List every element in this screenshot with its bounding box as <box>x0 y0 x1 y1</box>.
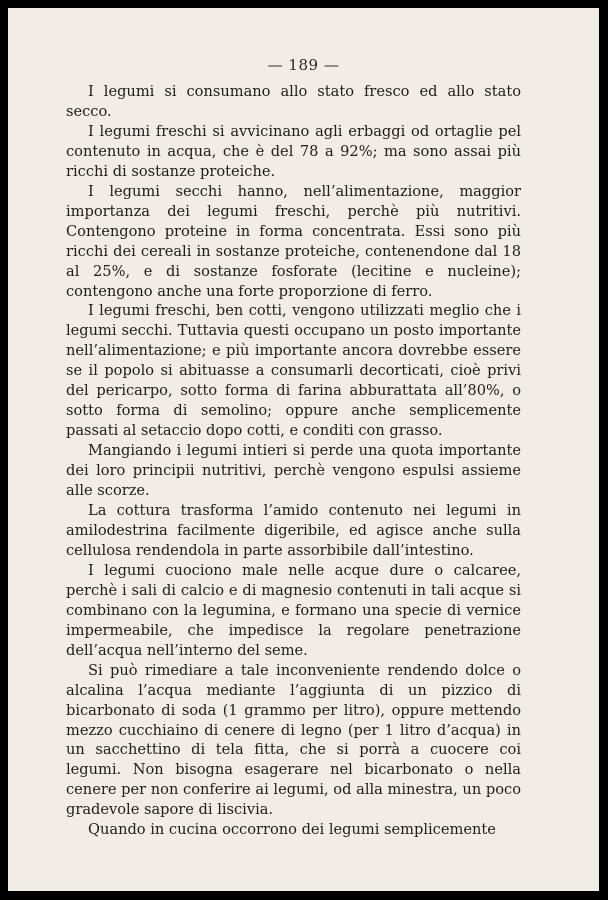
paragraph-5: Mangiando i legumi intieri si perde una quota importante dei loro principii nutritivi, perchè vengono espulsi assieme alle scorze. <box>66 442 521 500</box>
book-page <box>8 8 599 891</box>
paragraph-7: I legumi cuociono male nelle acque dure o calcaree, perchè i sali di calcio e di magnesio contenuti in tali acque si combinano con la legumina, e formano una specie di vernice impermeabile, che impedisce la regolare penetrazione dell’acqua nell’interno del seme. <box>66 561 521 659</box>
page-number: — 189 — <box>267 56 340 74</box>
body-text <box>66 82 521 840</box>
paragraph-6: La cottura trasforma l’amido contenuto nei legumi in amilodestrina facilmente digeribile, ed agisce anche sulla cellulosa rendendola in parte assorbibile dall’intestino. <box>66 502 521 559</box>
paragraph-4: I legumi freschi, ben cotti, vengono utilizzati meglio che i legumi secchi. Tuttavia questi occupano un posto importante nell’alimentazione; e più importante ancora dovrebbe essere se il popolo si abituasse a consumarli decorticati, cioè privi del pericarpo, sotto forma di farina abburattata all’80%, o sotto forma di semolino; oppure anche semplicemente passati al setaccio dopo cotti, e conditi con grasso. <box>66 302 521 440</box>
paragraph-9: Quando in cucina occorrono dei legumi semplicemente <box>88 821 496 839</box>
paragraph-3: I legumi secchi hanno, nell’alimentazione, maggior importanza dei legumi freschi, perchè più nutritivi. Contengono proteine in forma concentrata. Essi sono più ricchi dei cereali in sostanze proteiche, contenendone dal 18 al 25%, e di sostanze fosforate (lecitine e nucleine); contengono anche una forte proporzione di ferro. <box>66 182 521 300</box>
paragraph-8: Si può rimediare a tale inconveniente rendendo dolce o alcalina l’acqua mediante l’aggiunta di un pizzico di bicarbonato di soda (1 grammo per litro), oppure mettendo mezzo cucchiaino di cenere di legno (per 1 litro d’acqua) in un sacchettino di tela fitta, che si porrà a cuocere coi legumi. Non bisogna esagerare nel bicarbonato o nella cenere per non conferire ai legumi, od alla minestra, un poco gradevole sapore di liscivia. <box>66 661 521 819</box>
paragraph-2: I legumi freschi si avvicinano agli erbaggi od ortaglie pel contenuto in acqua, che è del 78 a 92%; ma sono assai più ricchi di sostanze proteiche. <box>66 122 521 180</box>
paragraph-1: I legumi si consumano allo stato fresco ed allo stato secco. <box>66 83 521 120</box>
